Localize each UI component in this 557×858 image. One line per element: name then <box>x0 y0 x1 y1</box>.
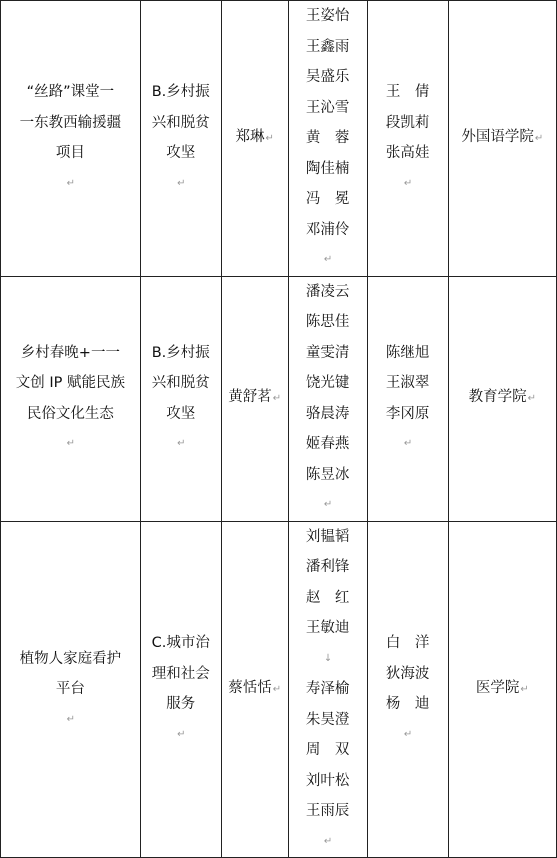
advisor-name <box>371 689 445 750</box>
member-name <box>292 460 364 521</box>
member-name: 陈思佳 <box>305 314 350 330</box>
project-name-cell <box>1 1 141 277</box>
paragraph-mark-icon: ↵ <box>272 393 282 405</box>
college-name: 医学院 <box>475 680 520 696</box>
paragraph-mark-icon: ↵ <box>66 713 76 725</box>
member-name: 王鑫雨 <box>305 38 350 55</box>
member-text: 王雨辰 <box>305 803 350 819</box>
paragraph-mark-icon: ↵ <box>323 499 333 510</box>
member-name: 王姿怡 <box>305 8 350 24</box>
table-row <box>1 1 557 277</box>
category-line: B.乡村振 <box>151 344 210 361</box>
advisors-cell <box>367 1 448 277</box>
leader-cell <box>221 1 288 277</box>
college-name: 外国语学院 <box>461 129 534 145</box>
project-name-text: 民俗文化生态 <box>26 405 114 422</box>
members-cell <box>288 276 367 521</box>
category-cell <box>140 1 221 277</box>
member-name: 刘叶松 <box>305 772 350 789</box>
category-line: B.乡村振 <box>151 84 210 101</box>
member-name: 陶佳楠 <box>305 160 350 177</box>
category-text: 服务 <box>166 696 196 713</box>
category-line: 兴和脱贫 <box>151 375 210 391</box>
advisor-name <box>371 399 445 460</box>
paragraph-mark-icon: ↵ <box>66 438 76 449</box>
advisor-text: 张高娃 <box>385 145 430 162</box>
project-name-line <box>4 399 137 460</box>
member-name: 骆晨涛 <box>305 405 350 422</box>
paragraph-mark-icon: ↵ <box>534 133 544 144</box>
project-name-cell <box>1 521 141 858</box>
member-name: 姬春燕 <box>305 436 350 452</box>
paragraph-mark-icon: ↵ <box>520 684 529 695</box>
paragraph-mark-icon: ↵ <box>403 438 413 449</box>
college-cell <box>448 1 556 277</box>
leader-cell <box>221 521 288 858</box>
member-name: 饶光键 <box>305 375 350 391</box>
advisor-text: 李冈原 <box>385 405 430 422</box>
project-name-line: “丝路”课堂一 <box>26 84 115 101</box>
line-break-icon: ↓ <box>323 652 333 664</box>
member-name: 童雯清 <box>305 344 350 361</box>
category-text: 攻坚 <box>166 145 196 162</box>
category-line <box>144 138 218 199</box>
project-name-line: 植物人家庭看护 <box>19 650 122 667</box>
project-name-text: 项目 <box>55 145 85 162</box>
paragraph-mark-icon: ↵ <box>177 728 186 740</box>
paragraph-mark-icon: ↵ <box>403 177 413 189</box>
paragraph-mark-icon: ↵ <box>177 438 186 449</box>
advisor-name: 狄海波 <box>385 665 430 682</box>
member-name <box>292 796 364 857</box>
advisors-cell <box>367 276 448 521</box>
project-name-text: 平台 <box>55 681 85 697</box>
college-cell <box>448 521 556 858</box>
advisors-cell <box>367 521 448 858</box>
category-line <box>144 399 218 460</box>
member-name: 黄 蓉 <box>305 130 350 146</box>
paragraph-mark-icon: ↵ <box>272 684 282 695</box>
advisor-name: 白 洋 <box>385 635 430 652</box>
leader-name: 郑琳 <box>235 129 265 145</box>
paragraph-mark-icon: ↵ <box>323 254 333 265</box>
category-cell <box>140 276 221 521</box>
project-name-line: 一东教西输援疆 <box>19 114 122 131</box>
member-text: 陈昱冰 <box>305 466 350 483</box>
member-name <box>292 613 364 674</box>
members-cell <box>288 1 367 277</box>
advisor-name: 陈继旭 <box>385 344 430 361</box>
paragraph-mark-icon: ↵ <box>527 393 536 405</box>
leader-name: 蔡恬恬 <box>228 680 272 696</box>
members-cell <box>288 521 367 858</box>
category-line: 兴和脱贫 <box>151 114 210 131</box>
project-name-line <box>4 674 137 735</box>
member-name: 赵 红 <box>305 589 350 606</box>
member-name: 寿泽榆 <box>305 681 350 697</box>
leader-name: 黄舒茗 <box>228 389 272 406</box>
member-name: 吴盛乐 <box>305 69 350 85</box>
advisor-text: 杨 迪 <box>385 696 430 713</box>
project-name-line: 乡村春晚+一一 <box>20 344 120 361</box>
table-row <box>1 521 557 858</box>
paragraph-mark-icon: ↵ <box>403 728 413 740</box>
member-name: 冯 冕 <box>305 191 350 207</box>
advisor-name <box>371 138 445 199</box>
member-text: 邓浦伶 <box>305 221 350 238</box>
paragraph-mark-icon: ↵ <box>323 835 333 847</box>
paragraph-mark-icon: ↵ <box>66 177 76 189</box>
advisor-name: 王 倩 <box>385 84 430 101</box>
table-row <box>1 276 557 521</box>
category-text: 攻坚 <box>166 405 196 422</box>
member-name: 周 双 <box>305 742 350 758</box>
project-name-cell <box>1 276 141 521</box>
project-name-line <box>4 138 137 199</box>
college-name: 教育学院 <box>468 389 527 406</box>
leader-cell <box>221 276 288 521</box>
category-cell <box>140 521 221 858</box>
member-name: 刘韫韬 <box>305 528 350 545</box>
paragraph-mark-icon: ↵ <box>177 177 186 189</box>
member-name <box>292 215 364 276</box>
project-name-line: 文创 IP 赋能民族 <box>15 375 125 391</box>
category-line: 理和社会 <box>151 665 210 682</box>
advisor-name: 段凯莉 <box>385 114 430 131</box>
category-line: C.城市治 <box>151 635 210 652</box>
member-name: 王沁雪 <box>305 99 350 116</box>
advisor-name: 王淑翠 <box>385 375 430 391</box>
member-text: 王敏迪 <box>305 620 350 636</box>
member-name: 朱昊澄 <box>305 711 350 728</box>
member-name: 潘凌云 <box>305 283 350 300</box>
paragraph-mark-icon: ↵ <box>265 133 274 144</box>
member-name: 潘利锋 <box>305 559 350 575</box>
college-cell <box>448 276 556 521</box>
category-line <box>144 689 218 750</box>
